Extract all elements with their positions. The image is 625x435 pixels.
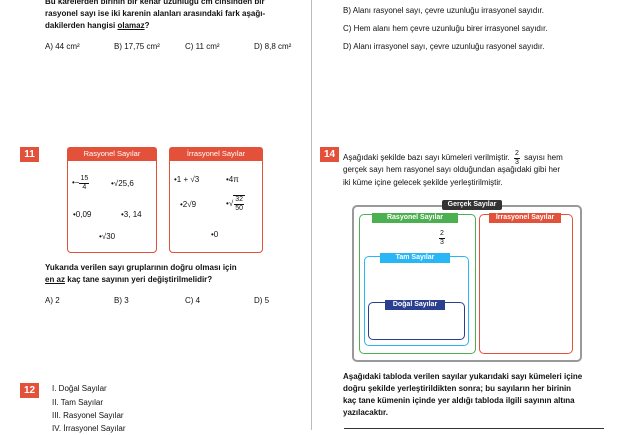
irrational-numbers-label: İrrasyonel Sayılar <box>489 213 561 223</box>
q13-option-b[interactable]: B) Alanı rasyonel sayı, çevre uzunluğu irrasyonel sayıdır. <box>343 6 544 15</box>
integer-numbers-label: Tam Sayılar <box>380 253 450 263</box>
rational-numbers-label: Rasyonel Sayılar <box>372 213 458 223</box>
q12-item-2: II. Tam Sayılar <box>52 398 103 407</box>
q13-option-d[interactable]: D) Alanı irrasyonel sayı, çevre uzunluğu rasyonel sayıdır. <box>343 42 545 51</box>
q14-text-line1: Aşağıdaki şekilde bazı sayı kümeleri verilmiştir. $\frac{2}{3}$ sayısı hem <box>343 150 563 166</box>
q10-option-c[interactable]: C) 11 cm² <box>185 42 220 51</box>
q10-option-b[interactable]: B) 17,75 cm² <box>114 42 160 51</box>
rational-item-0-09: •0,09 <box>73 210 92 219</box>
question-number-12: 12 <box>20 383 39 398</box>
q11-question-line1: Yukarıda verilen sayı gruplarının doğru olması için <box>45 263 237 272</box>
q14-para-line1: Aşağıdaki tabloda verilen sayılar yukarıdaki sayı kümeleri içine <box>343 372 583 381</box>
diagram-fraction-2-3: $\frac{2}{3}$ <box>440 230 444 246</box>
q14-text-line2: gerçek sayı hem rasyonel sayı olduğundan aşağıdaki gibi her <box>343 165 561 174</box>
irrational-numbers-set <box>479 214 573 354</box>
q13-option-c[interactable]: C) Hem alanı hem çevre uzunluğu birer irrasyonel sayıdır. <box>343 24 548 33</box>
q10-text-line2: rasyonel sayı ise iki karenin alanları arasındaki fark aşağı- <box>45 9 266 18</box>
q10-text-line3: dakilerden hangisi olamaz? <box>45 21 150 30</box>
q12-item-3: III. Rasyonel Sayılar <box>52 411 124 420</box>
q11-option-a[interactable]: A) 2 <box>45 296 60 305</box>
q14-para-line2: doğru şekilde yerleştirildikten sonra; bu sayıların her birinin <box>343 384 572 393</box>
rational-item-3-14: •3, 14 <box>121 210 142 219</box>
irrational-item-4pi: •4π <box>226 175 239 184</box>
irrational-item-0: •0 <box>211 230 219 239</box>
q12-item-4: IV. İrrasyonel Sayılar <box>52 424 126 433</box>
irrational-numbers-card <box>169 147 263 253</box>
q14-text-line3: iki küme içine gelecek şekilde yerleştirilmiştir. <box>343 178 503 187</box>
irrational-item-sqrt-32-over-50: •√ $\frac{32}{50}$ <box>226 196 243 212</box>
question-number-11: 11 <box>20 147 39 162</box>
column-divider <box>311 0 312 430</box>
rational-item-sqrt-25-6: •√25,6 <box>111 179 134 188</box>
q14-para-line4: yazılacaktır. <box>343 408 388 417</box>
rational-numbers-card <box>67 147 157 253</box>
rational-card-title: Rasyonel Sayılar <box>67 147 157 161</box>
q12-item-1: I. Doğal Sayılar <box>52 384 107 393</box>
irrational-item-1-plus-sqrt3: •1 + √3 <box>174 175 200 184</box>
q11-option-c[interactable]: C) 4 <box>185 296 201 305</box>
q10-option-a[interactable]: A) 44 cm² <box>45 42 80 51</box>
q11-question-line2: en az kaç tane sayının yeri değiştirilmelidir? <box>45 275 213 284</box>
natural-numbers-label: Doğal Sayılar <box>385 300 445 310</box>
question-number-14: 14 <box>320 147 339 162</box>
q10-text-line1: Bu karelerden birinin bir kenar uzunluğu cm cinsinden bir <box>45 0 265 6</box>
q10-option-d[interactable]: D) 8,8 cm² <box>254 42 292 51</box>
rational-item-neg-15-over-4: •− $\frac{15}{4}$ <box>72 175 89 191</box>
q11-option-b[interactable]: B) 3 <box>114 296 129 305</box>
q11-option-d[interactable]: D) 5 <box>254 296 270 305</box>
q14-para-line3: kaç tane kümenin içinde yer aldığı tabloda ilgili sayının altına <box>343 396 575 405</box>
real-numbers-label: Gerçek Sayılar <box>442 200 502 210</box>
irrational-item-2-sqrt9: •2√9 <box>180 200 197 209</box>
irrational-card-title: İrrasyonel Sayılar <box>169 147 263 161</box>
rational-item-sqrt-30: •√30 <box>99 232 116 241</box>
